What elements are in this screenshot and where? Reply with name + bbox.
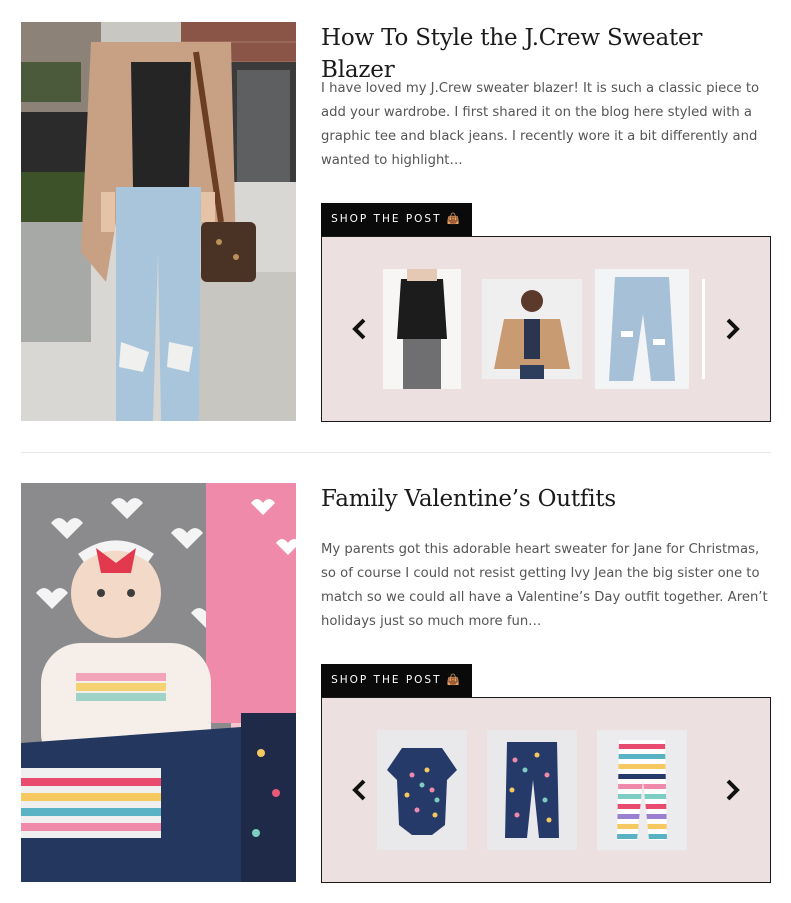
- product-sweater-blazer[interactable]: [482, 279, 582, 379]
- product-camisole[interactable]: [383, 269, 461, 389]
- chevron-left-icon[interactable]: [350, 317, 370, 341]
- distressed-jeans-image: [595, 269, 689, 389]
- chevron-left-icon[interactable]: [350, 778, 370, 802]
- product-striped-leggings[interactable]: [597, 730, 687, 850]
- post-divider: [21, 452, 771, 453]
- shop-the-post-label: SHOP THE POST 👜: [321, 203, 472, 236]
- camel-blazer-image: [482, 279, 582, 379]
- post-featured-image[interactable]: [21, 483, 296, 882]
- product-heart-leggings[interactable]: [487, 730, 577, 850]
- shop-the-post-label: SHOP THE POST 👜: [321, 664, 472, 697]
- product-partial: [702, 279, 705, 379]
- post-title[interactable]: How To Style the J.Crew Sweater Blazer: [321, 25, 703, 83]
- valentine-family-photo: [21, 483, 296, 882]
- product-jeans[interactable]: [595, 269, 689, 389]
- post-excerpt: My parents got this adorable heart sweater for Jane for Christmas, so of course I could not resist getting Ivy Jean the big sister one to match so we could all have a Valentine’s Day outfit together. Aren’t holidays just so much more fun…: [321, 542, 768, 629]
- product-heart-bodysuit[interactable]: [377, 730, 467, 850]
- black-camisole-image: [383, 269, 461, 389]
- shop-carousel: [321, 697, 771, 883]
- chevron-right-icon[interactable]: [722, 317, 742, 341]
- post-title[interactable]: Family Valentine’s Outfits: [321, 486, 617, 512]
- post-featured-image[interactable]: [21, 22, 296, 421]
- jcrew-outfit-photo: [21, 22, 296, 421]
- chevron-right-icon[interactable]: [722, 778, 742, 802]
- post-excerpt: I have loved my J.Crew sweater blazer! It is such a classic piece to add your wardrobe. I first shared it on the blog here styled with a graphic tee and black jeans. I recently wore it a bit differently and wanted to highlight…: [321, 81, 760, 168]
- shop-carousel: [321, 236, 771, 422]
- heart-bodysuit-image: [377, 730, 467, 850]
- striped-leggings-image: [597, 730, 687, 850]
- heart-leggings-image: [487, 730, 577, 850]
